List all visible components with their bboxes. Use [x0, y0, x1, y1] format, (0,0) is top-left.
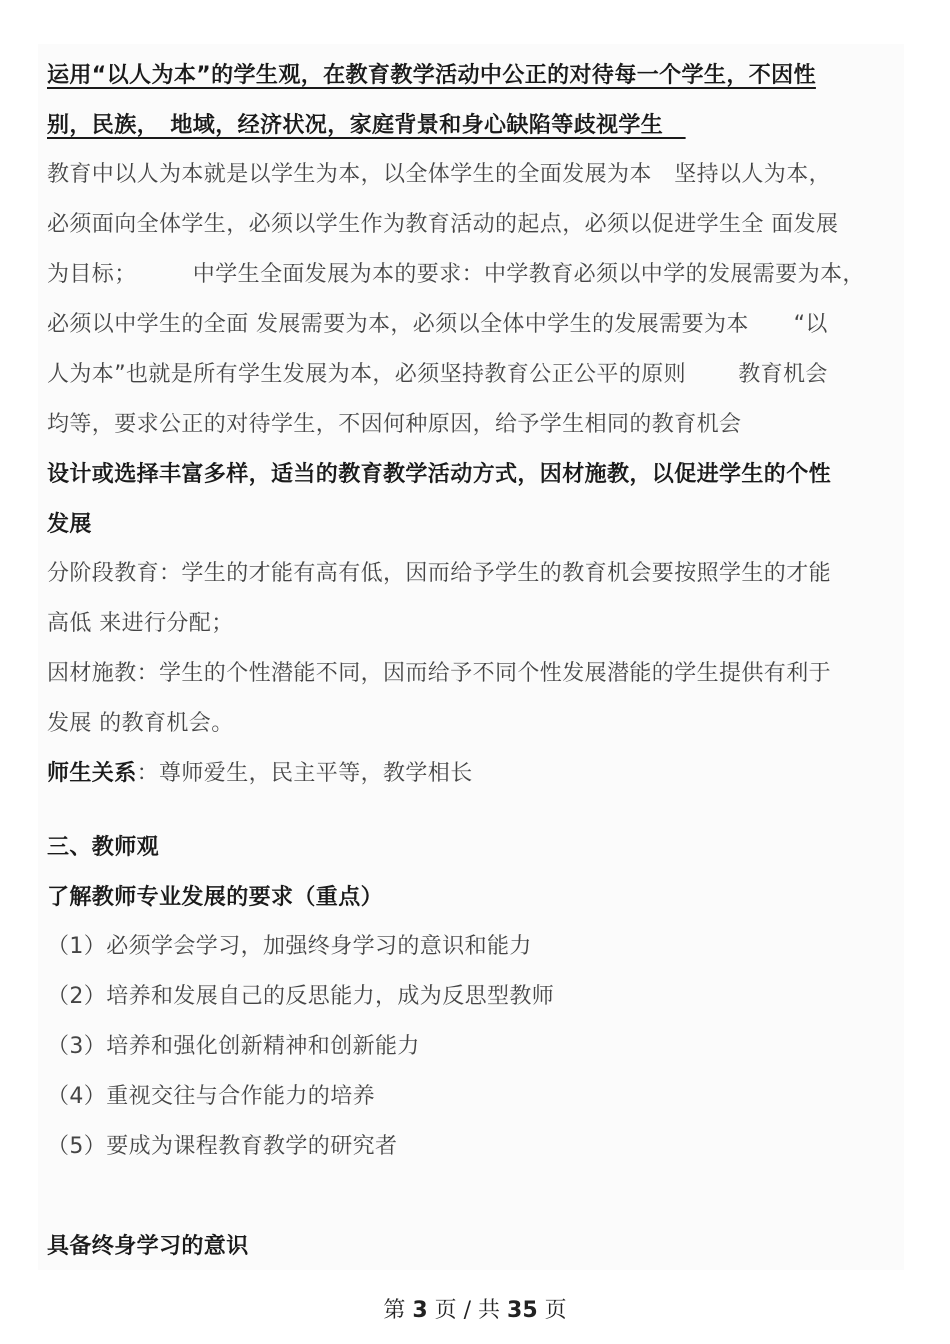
- teacher-student-relation: [47, 759, 473, 789]
- page-number: 3: [412, 1298, 428, 1323]
- subheading-lifelong-learning: 具备终身学习的意识: [47, 1234, 249, 1259]
- heading-student-view-line2: 别，民族， 地域，经济状况，家庭背景和身心缺陷等歧视学生: [47, 113, 686, 138]
- page-footer: [0, 1296, 950, 1326]
- heading-activity-design-line2: 发展: [47, 512, 92, 537]
- section-heading-teacher-view: 三、教师观: [47, 835, 160, 860]
- paragraph-line: 必须以中学生的全面 发展需要为本，必须以全体中学生的发展需要为本 “以: [47, 312, 828, 337]
- total-pages: 35: [507, 1298, 538, 1323]
- relation-text: ：尊师爱生，民主平等，教学相长: [136, 761, 473, 786]
- paragraph-line: 因材施教：学生的个性潜能不同，因而给予不同个性发展潜能的学生提供有利于: [47, 661, 832, 686]
- heading-student-view-line1: 运用“以人为本”的学生观，在教育教学活动中公正的对待每一个学生，不因性: [47, 63, 816, 88]
- paragraph-line: 分阶段教育：学生的才能有高有低，因而给予学生的教育机会要按照学生的才能: [47, 561, 832, 586]
- paragraph-line: 必须面向全体学生，必须以学生作为教育活动的起点，必须以促进学生全 面发展: [47, 212, 839, 237]
- paragraph-line: 教育中以人为本就是以学生为本，以全体学生的全面发展为本 坚持以人为本，: [47, 162, 832, 187]
- list-item: （5）要成为课程教育教学的研究者: [47, 1134, 398, 1159]
- relation-label: 师生关系: [47, 761, 137, 786]
- paragraph-line: 高低 来进行分配；: [47, 611, 234, 636]
- list-item: （3）培养和强化创新精神和创新能力: [47, 1034, 420, 1059]
- heading-activity-design-line1: 设计或选择丰富多样，适当的教育教学活动方式，因材施教，以促进学生的个性: [47, 462, 832, 487]
- paragraph-line: 为目标； 中学生全面发展为本的要求：中学教育必须以中学的发展需要为本，: [47, 262, 865, 287]
- footer-mid: 页 / 共: [434, 1298, 501, 1323]
- footer-prefix: 第: [383, 1298, 406, 1323]
- paragraph-line: 人为本”也就是所有学生发展为本，必须坚持教育公正公平的原则 教育机会: [47, 362, 828, 387]
- list-item: （1）必须学会学习，加强终身学习的意识和能力: [47, 934, 532, 959]
- subheading-professional-development: 了解教师专业发展的要求（重点）: [47, 885, 384, 910]
- list-item: （4）重视交往与合作能力的培养: [47, 1084, 375, 1109]
- list-item: （2）培养和发展自己的反思能力，成为反思型教师: [47, 984, 555, 1009]
- paragraph-line: 发展 的教育机会。: [47, 711, 234, 736]
- paragraph-line: 均等，要求公正的对待学生，不因何种原因，给予学生相同的教育机会: [47, 412, 742, 437]
- footer-suffix: 页: [544, 1298, 567, 1323]
